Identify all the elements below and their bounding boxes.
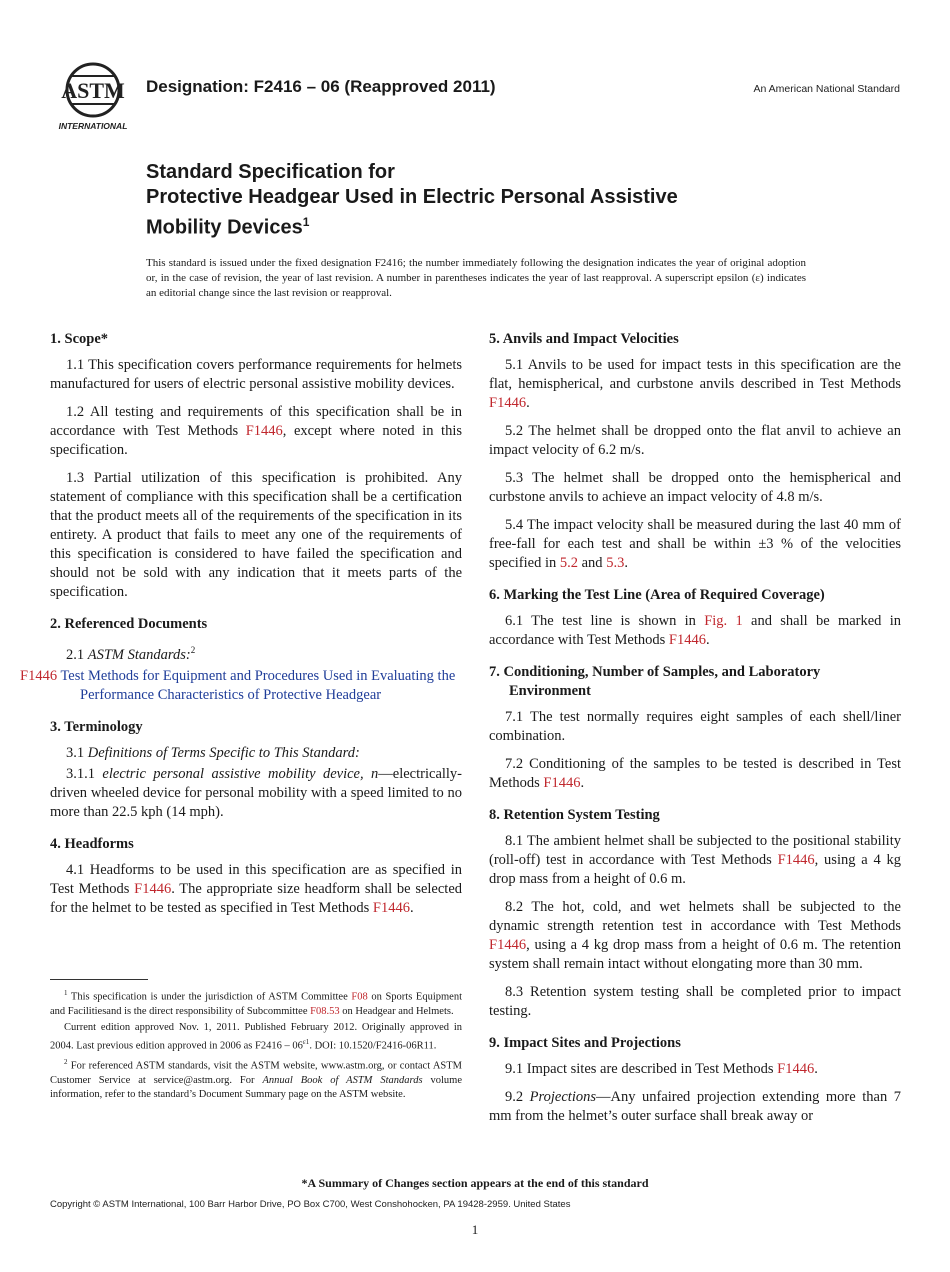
term: electric personal assistive mobility device, n [102, 765, 379, 782]
text: . [814, 1061, 818, 1077]
text: For referenced ASTM standards, visit the ASTM website, www.astm.org, or contact ASTM Customer Service at service@astm.org. For [50, 1060, 462, 1086]
text: 9.2 [505, 1089, 530, 1105]
left-column [20, 330, 463, 927]
text: . [526, 395, 530, 411]
footnote-mark: 2 [190, 645, 196, 655]
text: . [409, 899, 414, 916]
paragraph-7-1: 7.1 The test normally requires eight samples of each shell/liner combination. [489, 709, 901, 744]
paragraph-5-2: 5.2 The helmet shall be dropped onto the flat anvil to achieve an impact velocity of 6.2 m/s. [489, 423, 901, 458]
paragraph-1-2 [50, 403, 462, 460]
referenced-document-f1446[interactable] [20, 667, 462, 705]
text: ASTM Standards: [87, 646, 191, 663]
footnote-divider [50, 979, 148, 980]
title-line-1: Standard Specification for [146, 161, 395, 183]
ref-link-f08[interactable]: F08 [351, 991, 368, 1003]
text: and shall be marked in accordance with Test Methods [489, 613, 902, 648]
referenced-document-title[interactable]: Test Methods for Equipment and Procedures Used in Evaluating the Performance Characteristics of Protective Headgear [57, 667, 456, 703]
text: , except where noted in this specification. [50, 423, 462, 458]
ref-link-f08-53[interactable]: F08.53 [310, 1005, 340, 1017]
text: This specification is under the jurisdiction of ASTM Committee [67, 991, 352, 1003]
ref-link-f1446[interactable]: F1446 [543, 775, 581, 791]
paragraph-5-4 [489, 516, 901, 573]
ref-link-f1446[interactable]: F1446 [777, 852, 815, 868]
section-heading: 7. Conditioning, Number of Samples, and Laboratory Environment [489, 664, 821, 699]
text: 3.1 [66, 744, 88, 761]
ref-link-f1446[interactable]: F1446 [372, 899, 410, 916]
term: Projections [529, 1089, 596, 1105]
footnote-1-edition [50, 1021, 462, 1054]
text: . [580, 775, 585, 791]
copyright: Copyright © ASTM International, 100 Barr Harbor Drive, PO Box C700, West Conshohocken, PA 19428-2959. United States [50, 1199, 571, 1210]
national-standard-label: An American National Standard [753, 83, 900, 95]
paragraph-3-1 [50, 744, 462, 763]
title-footnote-mark: 1 [302, 215, 310, 229]
ref-link-f1446[interactable]: F1446 [134, 880, 172, 897]
text: 6.1 The test line is shown in [505, 613, 705, 629]
summary-notice: *A Summary of Changes section appears at the end of this standard [301, 1176, 649, 1190]
text: 8.2 The hot, cold, and wet helmets shall be subjected to the dynamic strength retention test in accordance with Test Methods [489, 899, 901, 934]
text: 3.1.1 [66, 765, 103, 782]
ref-link-f1446[interactable]: F1446 [489, 395, 527, 411]
ref-link-f1446[interactable]: F1446 [489, 937, 527, 953]
ref-link-f1446[interactable]: F1446 [20, 667, 58, 684]
text: on Sports Equipment and Facilitiesand is the direct responsibility of Subcommittee [50, 991, 462, 1017]
section-heading: 9. Impact Sites and Projections [489, 1035, 681, 1051]
paragraph-6-1 [489, 612, 901, 650]
paragraph-3-1-1 [50, 765, 462, 822]
document-title [146, 160, 866, 241]
text: on Headgear and Helmets. [339, 1005, 454, 1017]
footnote-1 [50, 986, 462, 1019]
section-heading: 8. Retention System Testing [489, 807, 660, 823]
ref-link-f1446[interactable]: F1446 [668, 632, 706, 648]
paragraph-4-1 [50, 861, 462, 918]
section-heading: 4. Headforms [50, 835, 134, 852]
text: . [624, 555, 628, 571]
logo-text-top: ASTM [61, 78, 125, 103]
text: 2.1 [66, 646, 88, 663]
ref-link-5-3[interactable]: 5.3 [606, 555, 625, 571]
footnote-mark: 1 [64, 989, 68, 997]
paragraph-8-2 [489, 898, 901, 974]
text: 8.1 The ambient helmet shall be subjected to the positional stability (roll-off) test in accordance with Test Methods [489, 833, 901, 868]
paragraph-9-1 [489, 1060, 901, 1079]
paragraph-2-1 [50, 641, 462, 665]
text: , using a 4 kg drop mass from a height of 0.6 m. [489, 852, 901, 887]
footnotes [50, 986, 462, 1104]
ref-link-f1446[interactable]: F1446 [777, 1061, 815, 1077]
section-heading: 1. Scope* [50, 331, 108, 347]
logo-text-bottom: INTERNATIONAL [58, 121, 128, 131]
text: volume information, refer to the standard’s Document Summary page on the ASTM website. [50, 1074, 462, 1100]
right-column [489, 330, 901, 1135]
paragraph-1-1: 1.1 This specification covers performance requirements for helmets manufactured for users of electric personal assistive mobility devices. [50, 357, 462, 392]
title-line-2: Protective Headgear Used in Electric Personal Assistive [146, 186, 678, 208]
section-heading: 2. Referenced Documents [50, 616, 208, 632]
designation: Designation: F2416 – 06 (Reapproved 2011) [146, 77, 496, 96]
text: 4.1 Headforms to be used in this specification are as specified in Test Methods [50, 861, 462, 897]
section-heading: 3. Terminology [50, 718, 143, 735]
text: 5.4 The impact velocity shall be measured during the last 40 mm of free-fall for each test and shall be within ±3 % of the velocities specified in [489, 517, 901, 571]
text: 1.2 All testing and requirements of this specification shall be in accordance with Test Methods [50, 404, 462, 439]
title-line-3-text: Mobility Devices [146, 216, 303, 239]
text: Definitions of Terms Specific to This Standard: [87, 744, 360, 761]
paragraph-8-3: 8.3 Retention system testing shall be completed prior to impact testing. [489, 984, 901, 1019]
paragraph-9-2 [489, 1088, 901, 1126]
text: . [706, 632, 710, 648]
text: and [578, 555, 607, 571]
paragraph-1-3: 1.3 Partial utilization of this specification is prohibited. Any statement of compliance with this specification shall be a certification that the product meets all of the requirements of the specification in its entirety. A product that fails to meet any one of the requirements of this specification is considered to have failed the specification and should not be sold with any indication that it meets parts of the specification. [50, 470, 462, 600]
ref-link-fig-1[interactable]: Fig. 1 [704, 613, 743, 629]
text: 5.1 Anvils to be used for impact tests in this specification are the flat, hemispherical, and curbstone anvils described in Test Methods [489, 357, 901, 392]
paragraph-8-1 [489, 832, 901, 889]
footnote-2 [50, 1055, 462, 1102]
title-line-3 [146, 210, 866, 241]
paragraph-5-3: 5.3 The helmet shall be dropped onto the hemispherical and curbstone anvils to achieve an impact velocity of 4.8 m/s. [489, 470, 901, 505]
paragraph-5-1 [489, 356, 901, 413]
text: 9.1 Impact sites are described in Test Methods [505, 1061, 778, 1077]
text: —Any unfaired projection extending more than 7 mm from the helmet’s outer surface shall break away or [489, 1089, 901, 1124]
text: . DOI: 10.1520/F2416-06R11. [309, 1040, 437, 1051]
text: , using a 4 kg drop mass from a height of 0.6 m. The retention system shall remain intact without elongating more than 30 mm. [489, 937, 901, 972]
footnote-mark: 2 [64, 1058, 68, 1066]
epsilon-mark: ε1 [302, 1037, 310, 1046]
section-heading: 6. Marking the Test Line (Area of Required Coverage) [489, 587, 825, 603]
ref-link-5-2[interactable]: 5.2 [559, 555, 578, 571]
ref-link-f1446[interactable]: F1446 [245, 423, 283, 439]
text: 7.2 Conditioning of the samples to be tested is described in Test Methods [489, 756, 901, 791]
text: . The appropriate size headform shall be selected for the helmet to be tested as specified in Test Methods [50, 880, 463, 916]
astm-logo-icon [50, 60, 136, 132]
section-heading: 5. Anvils and Impact Velocities [489, 331, 679, 347]
text: Annual Book of ASTM Standards [262, 1074, 423, 1086]
paragraph-7-2 [489, 755, 901, 793]
page-number: 1 [471, 1222, 479, 1237]
intro-paragraph: This standard is issued under the fixed designation F2416; the number immediately following the designation indicates the year of original adoption or, in the case of revision, the year of last revision. A number in parentheses indicates the year of last reapproval. A superscript epsilon (ε) indicates an editorial change since the last revision or reapproval. [146, 257, 806, 299]
text: —electrically-driven wheeled device for personal mobility with a speed limited to no more than 22.5 kph (14 mph). [50, 765, 463, 820]
text: Current edition approved Nov. 1, 2011. Published February 2012. Originally approved in 2004. Last previous edition approved in 2006 as F2416 – 06 [50, 1021, 462, 1051]
